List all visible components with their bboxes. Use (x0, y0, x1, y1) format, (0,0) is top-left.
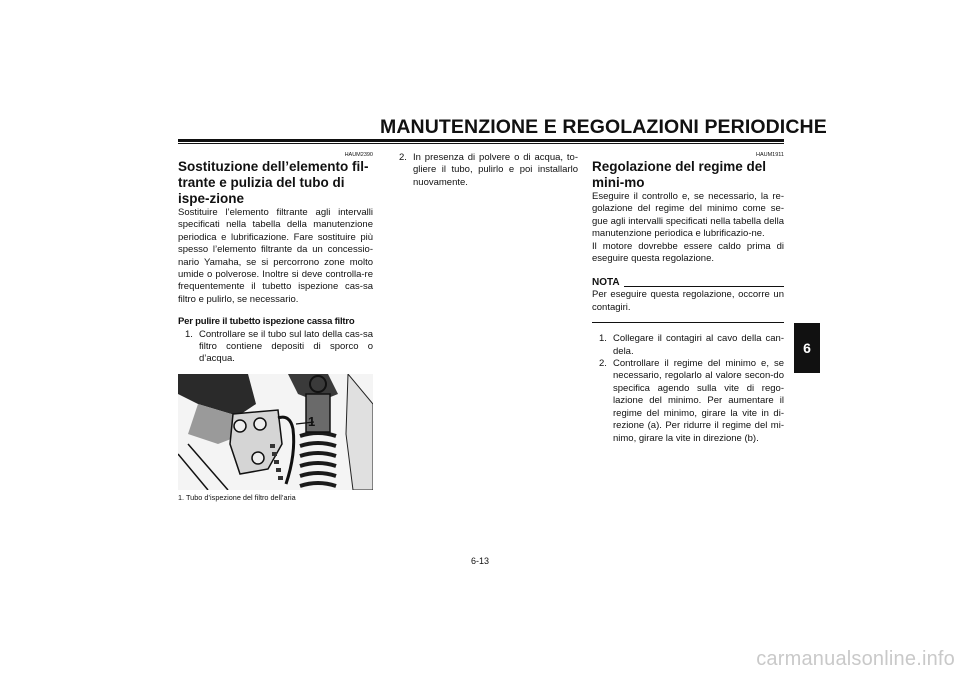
nota-label: NOTA (592, 277, 620, 289)
step-text: Collegare il contagiri al cavo della can-dela. (613, 333, 784, 357)
chapter-tab: 6 (794, 323, 820, 373)
list-item (592, 333, 784, 358)
procedure-steps-continued (392, 152, 578, 189)
motorcycle-photo (178, 374, 373, 490)
step-number: 2. (599, 358, 607, 370)
step-number: 2. (399, 152, 407, 163)
inspection-hose-figure (178, 374, 373, 490)
nota-end-rule (592, 322, 784, 323)
nota-rule (624, 286, 784, 287)
figure-caption: 1. Tubo d’ispezione del filtro dell’aria (178, 492, 296, 502)
section-heading: Regolazione del regime del mini-mo (592, 159, 767, 190)
right-column (592, 152, 784, 445)
watermark: carmanualsonline.info (756, 648, 955, 670)
procedure-subheading: Per pulire il tubetto ispezione cassa filtro (178, 316, 355, 328)
page-number: 6-13 (470, 556, 489, 566)
step-text: Controllare il regime del minimo e, se necessario, regolarlo al valore secon-do specifica agendo sulla vite di rego-lazione del minimo. Per aumentare il regime del minimo, girare la vite in di-rezione (a). Per ridurre il regime del mi-nimo, girare la vite in direzione (b). (613, 358, 784, 444)
left-column (178, 152, 373, 503)
section-heading: Sostituzione dell’elemento fil-trante e pulizia del tubo di ispe-zione (178, 159, 369, 206)
section-code: HAUM1911 (755, 152, 784, 158)
procedure-steps (592, 333, 784, 445)
nota-text: Per eseguire questa regolazione, occorre un contagiri. (592, 289, 784, 313)
step-text: In presenza di polvere o di acqua, to-gliere il tubo, pulirlo e poi installarlo nuovamente. (413, 152, 578, 188)
nota-header (592, 277, 784, 289)
list-item (592, 358, 784, 445)
header-rule (178, 139, 784, 142)
step-number: 1. (185, 328, 193, 340)
middle-column (392, 152, 578, 189)
procedure-steps (178, 329, 373, 366)
section-paragraph: Sostituire l’elemento filtrante agli intervalli specificati nella tabella della manutenzione periodica e lubrificazione. Fare sostituire più spesso l’elemento filtrante da un concessio-nario Yamaha, se si percorrono zone molto umide o polverose. Inoltre si deve controlla-re frequentemente il tubetto ispezione cas-sa filtro e pulirlo, se necessario. (178, 207, 373, 305)
page-header-title: MANUTENZIONE E REGOLAZIONI PERIODICHE (380, 116, 827, 138)
step-number: 1. (599, 333, 607, 345)
figure-callout-label: 1 (308, 413, 316, 429)
section-code: HAUM2390 (344, 152, 373, 158)
list-item (392, 152, 578, 189)
section-paragraph: Il motore dovrebbe essere caldo prima di eseguire questa regolazione. (592, 240, 784, 265)
header-rule-thin (178, 143, 784, 144)
section-paragraph: Eseguire il controllo e, se necessario, la re-golazione del regime del minimo come se-gue agli intervalli specificati nella tabella della manutenzione periodica e lubrificazio-ne. (592, 191, 784, 240)
step-text: Controllare se il tubo sul lato della cas-sa filtro contiene depositi di sporco o d’acqua. (199, 328, 373, 365)
list-item (178, 329, 373, 366)
